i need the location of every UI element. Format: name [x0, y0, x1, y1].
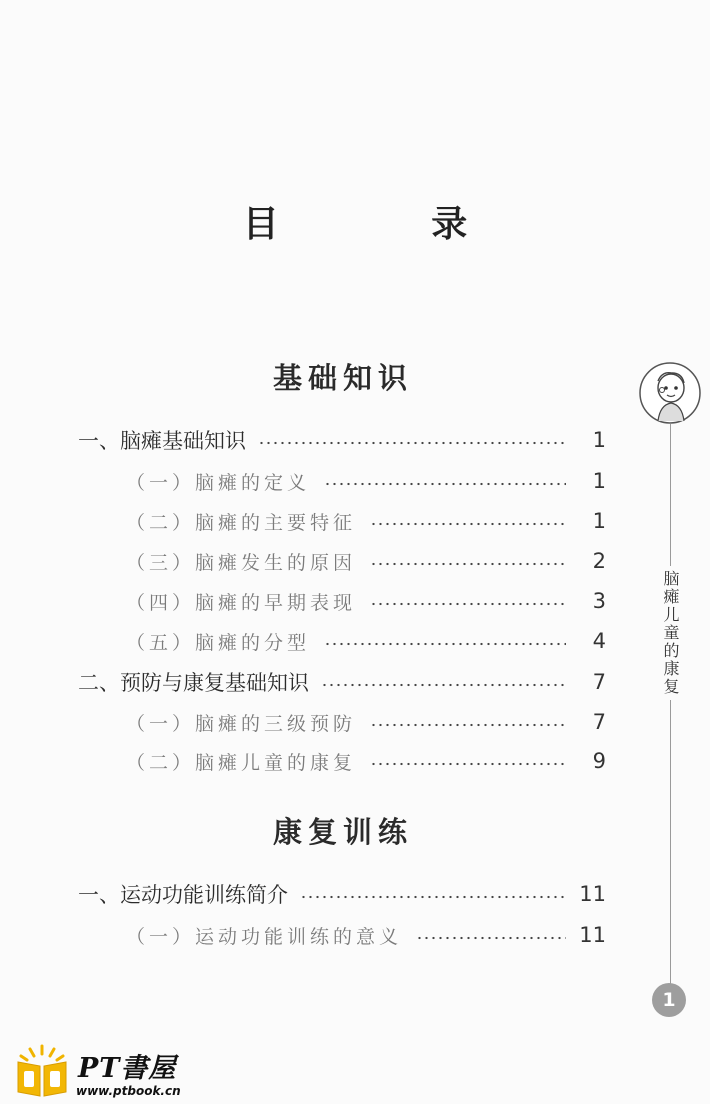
- page-title: 目 录: [242, 203, 538, 245]
- toc-page-number: 9: [592, 749, 606, 773]
- watermark-logo-url: www.ptbook.cn: [76, 1084, 181, 1098]
- toc-page-number: 11: [579, 923, 606, 947]
- toc-page-number: 7: [592, 710, 606, 734]
- section-heading-training: 康复训练: [272, 815, 413, 849]
- toc-entry[interactable]: [126, 707, 606, 737]
- toc-leader-dots: [370, 602, 566, 606]
- mascot-child-icon: [638, 361, 702, 425]
- toc-entry[interactable]: [126, 626, 606, 656]
- page-number-badge: 1: [652, 983, 686, 1017]
- toc-entry-label: （一）脑瘫的三级预防: [126, 712, 357, 735]
- book-logo-icon: [14, 1042, 70, 1098]
- toc-page-number: 11: [579, 882, 606, 906]
- toc-entry-label: （五）脑瘫的分型: [126, 631, 311, 654]
- toc-page-number: 1: [592, 469, 606, 493]
- toc-entry-label: （二）脑瘫儿童的康复: [126, 751, 357, 774]
- book-title-vertical: 脑瘫儿童的康复: [660, 566, 682, 700]
- toc-page-number: 1: [592, 509, 606, 533]
- toc-leader-dots: [370, 723, 566, 727]
- toc-leader-dots: [370, 562, 566, 566]
- toc-page-number: 3: [592, 589, 606, 613]
- toc-page-number: 7: [592, 670, 606, 694]
- section-heading-basics: 基础知识: [272, 361, 413, 395]
- side-rail-line: [670, 424, 671, 984]
- watermark-logo-name: PT書屋: [78, 1053, 177, 1084]
- toc-entry[interactable]: [126, 546, 606, 576]
- toc-leader-dots: [321, 683, 566, 687]
- toc-leader-dots: [416, 936, 566, 940]
- toc-leader-dots: [300, 895, 566, 899]
- toc-entry[interactable]: [126, 746, 606, 776]
- toc-leader-dots: [370, 762, 566, 766]
- toc-entry-label: （一）运动功能训练的意义: [126, 925, 403, 948]
- toc-entry-label: 二、预防与康复基础知识: [78, 671, 309, 695]
- toc-entry[interactable]: [78, 425, 606, 455]
- toc-entry-label: 一、脑瘫基础知识: [78, 429, 246, 453]
- toc-entry[interactable]: [78, 667, 606, 697]
- toc-entry-label: （四）脑瘫的早期表现: [126, 591, 357, 614]
- toc-entry[interactable]: [78, 879, 606, 909]
- toc-page-number: 4: [592, 629, 606, 653]
- toc-entry-label: （二）脑瘫的主要特征: [126, 511, 357, 534]
- toc-entry-label: 一、运动功能训练简介: [78, 883, 288, 907]
- toc-page-number: 1: [592, 428, 606, 452]
- toc-leader-dots: [324, 642, 566, 646]
- toc-entry[interactable]: [126, 920, 606, 950]
- toc-entry[interactable]: [126, 466, 606, 496]
- toc-page-number: 2: [592, 549, 606, 573]
- toc-leader-dots: [258, 441, 566, 445]
- toc-entry-label: （一）脑瘫的定义: [126, 471, 311, 494]
- toc-entry[interactable]: [126, 506, 606, 536]
- toc-entry-label: （三）脑瘫发生的原因: [126, 551, 357, 574]
- toc-entry[interactable]: [126, 586, 606, 616]
- toc-leader-dots: [370, 522, 566, 526]
- toc-leader-dots: [324, 482, 566, 486]
